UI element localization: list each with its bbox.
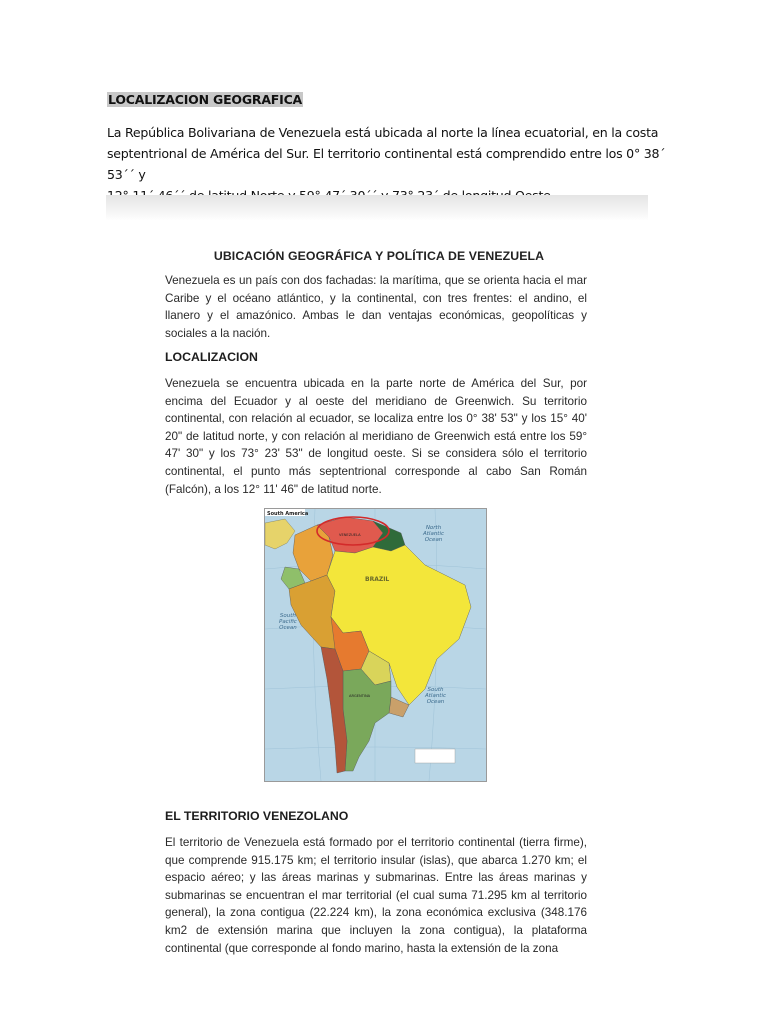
map-label-brazil: BRAZIL	[365, 576, 390, 583]
map-title: South America	[267, 511, 309, 517]
map-label-south-atlantic: South Atlantic Ocean	[425, 687, 447, 705]
scan-subheading-territorio: EL TERRITORIO VENEZOLANO	[165, 809, 349, 823]
map-label-venezuela: VENEZUELA	[339, 533, 361, 537]
document-heading: LOCALIZACION GEOGRAFICA	[108, 92, 303, 107]
map-label-south-pacific: South Pacific Ocean	[279, 613, 297, 631]
scan-subheading-localizacion: LOCALIZACION	[165, 350, 258, 364]
intro-line: septentrional de América del Sur. El territorio continental está comprendido entre los 0° 38´ 53´´ y	[107, 146, 666, 182]
south-america-map	[264, 508, 487, 782]
map-graphic	[265, 509, 486, 781]
map-label-north-atlantic: North Atlantic Ocean	[423, 525, 445, 543]
scan-title	[0, 249, 768, 263]
scan-title-text: UBICACIÓN GEOGRÁFICA Y POLÍTICA DE VENEZUELA	[213, 249, 545, 263]
intro-paragraph	[107, 122, 667, 206]
scan-paragraph-fachadas: Venezuela es un país con dos fachadas: la marítima, que se orienta hacia el mar Caribe y el océano atlántico, y la continental, con tres frentes: el andino, el llanero y el amazónico. Ambas le dan ventajas económicas, geopolíticas y sociales a la nación.	[165, 274, 587, 340]
intro-line: La República Bolivariana de Venezuela está ubicada al norte la línea ecuatorial, en la costa	[107, 125, 659, 140]
map-label-argentina: ARGENTINA	[349, 694, 371, 698]
scan-top-shadow	[106, 195, 648, 221]
scan-paragraph-localizacion: Venezuela se encuentra ubicada en la parte norte de América del Sur, por encima del Ecuador y al oeste del meridiano de Greenwich. Su territorio continental, con relación al ecuador, se localiza entre los 0° 38' 53" y los 15° 40' 20" de latitud norte, y con relación al meridiano de Greenwich está entre los 59° 47' 30" y los 73° 23' 53" de longitud oeste. Si se considera sólo el territorio continental, el punto más septentrional corresponde al cabo San Román (Falcón), a los 12° 11' 46" de latitud norte.	[165, 377, 587, 496]
scan-paragraph-territorio: El territorio de Venezuela está formado por el territorio continental (tierra firme), que comprende 915.175 km; el territorio insular (islas), que abarca 1.270 km; el espacio aéreo; y las áreas marinas y submarinas. Entre las áreas marinas y submarinas se encuentran el mar territorial (el cual suma 71.295 km al territorio general), la zona contigua (22.224 km), la zona económica exclusiva (348.176 km2 de extensión marina que incluyen la zona contigua), la plataforma continental (que corresponde al fondo marino, hasta la extensión de la zona	[165, 836, 587, 955]
